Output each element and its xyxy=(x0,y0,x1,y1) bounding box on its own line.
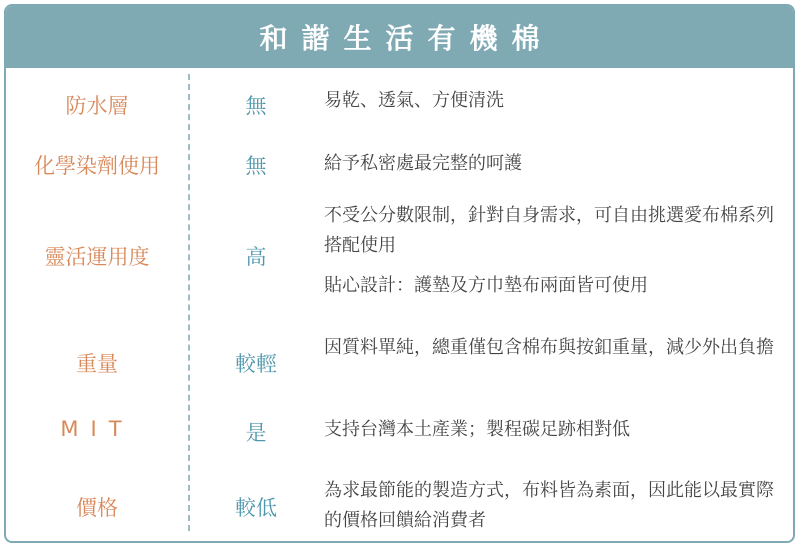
description-line: 為求最節能的製造方式，布料皆為素面，因此能以最實際的價格回饋給消費者 xyxy=(324,480,774,531)
table-row-weight xyxy=(6,329,793,399)
row-value: 高 xyxy=(245,245,267,269)
row-label: 價格 xyxy=(76,496,118,520)
description-line: 支持台灣本土產業；製程碳足跡相對低 xyxy=(324,419,630,440)
description-line: 易乾、透氣、方便清洗 xyxy=(324,90,504,111)
table-row-mit xyxy=(6,411,793,451)
row-label: 重量 xyxy=(76,352,118,376)
row-description xyxy=(324,333,786,363)
row-value: 無 xyxy=(245,94,267,118)
row-description xyxy=(324,201,786,301)
description-line: 給予私密處最完整的呵護 xyxy=(324,153,522,174)
row-label: 防水層 xyxy=(65,94,129,118)
row-value: 無 xyxy=(245,154,267,178)
comparison-card xyxy=(4,4,795,543)
row-description xyxy=(324,86,786,116)
description-line: 不受公分數限制，針對自身需求，可自由挑選愛布棉系列搭配使用 xyxy=(324,205,774,256)
table-row-flexibility xyxy=(6,201,793,311)
table-row-waterproof xyxy=(6,84,793,124)
row-description xyxy=(324,149,786,179)
description-line: 貼心設計：護墊及方巾墊布兩面皆可使用 xyxy=(324,275,648,296)
row-description xyxy=(324,415,786,445)
table-row-price xyxy=(6,473,793,543)
row-label: MIT xyxy=(60,417,134,441)
row-label: 化學染劑使用 xyxy=(34,154,160,178)
table-row-chemical-dye xyxy=(6,144,793,184)
description-line: 因質料單純，總重僅包含棉布與按釦重量，減少外出負擔 xyxy=(324,337,774,358)
row-value: 較低 xyxy=(235,496,277,520)
row-description xyxy=(324,476,786,536)
row-value: 是 xyxy=(245,421,267,445)
row-value: 較輕 xyxy=(235,352,277,376)
row-label: 靈活運用度 xyxy=(44,245,150,269)
card-title: 和諧生活有機棉 xyxy=(6,6,793,68)
